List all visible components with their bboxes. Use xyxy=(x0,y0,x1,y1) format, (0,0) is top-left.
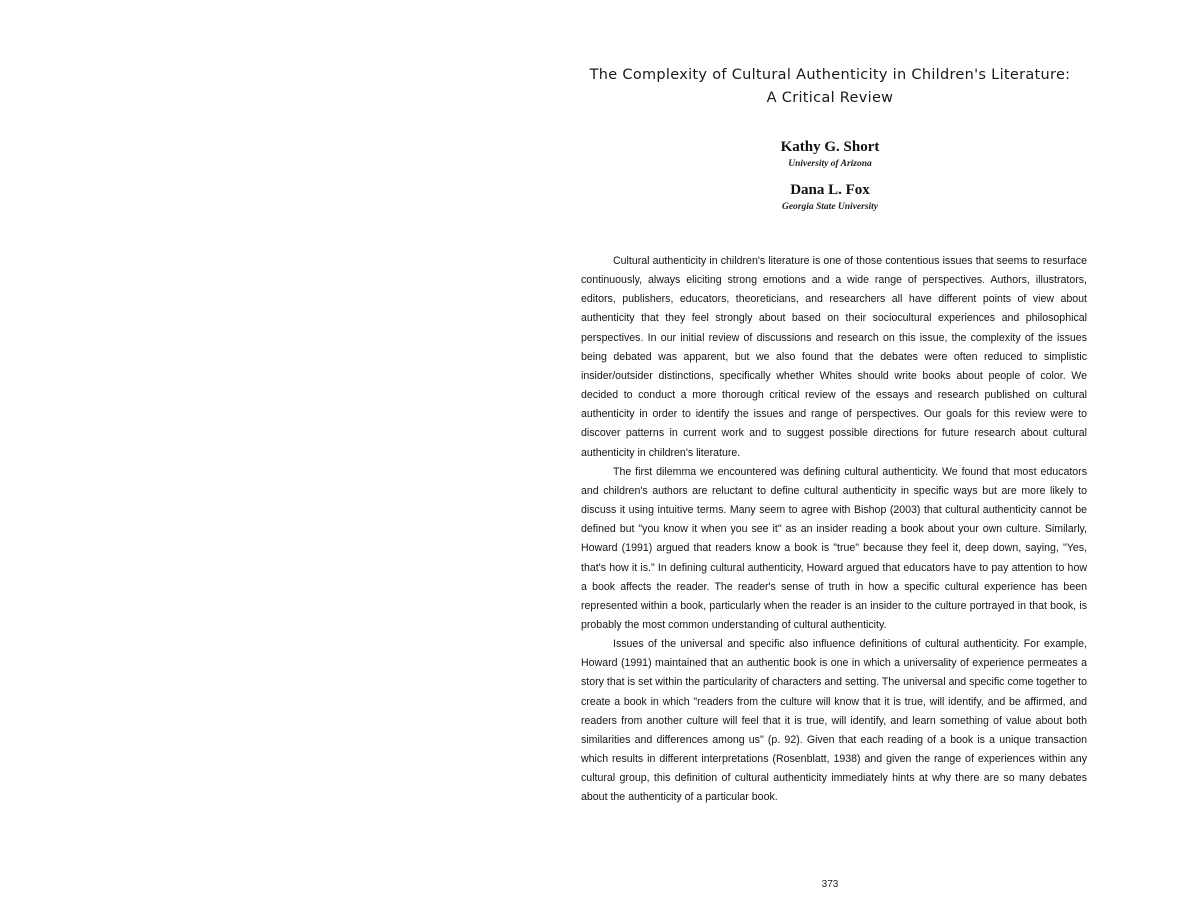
article-title xyxy=(570,64,1090,110)
author-name: Kathy G. Short xyxy=(780,139,880,155)
body-paragraph: Cultural authenticity in children's literature is one of those contentious issues that seems to resurface continuously, always eliciting strong emotions and a wide range of perspectives. Authors, illustrators, editors, publishers, educators, theoreticians, and researchers all have different points of view about authenticity that they feel strongly about based on their sociocultural experiences and philosophical perspectives. In our initial review of discussions and research on this issue, the complexity of the issues being debated was apparent, but we also found that the debates were often reduced to simplistic insider/outsider distinctions, specifically whether Whites should write books about people of color. We decided to conduct a more thorough critical review of the essays and research published on cultural authenticity in order to identify the issues and range of perspectives. Our goals for this review were to discover patterns in current work and to suggest possible directions for future research about cultural authenticity in children's literature. xyxy=(581,255,1087,459)
article-body xyxy=(581,252,1087,808)
page-number: 373 xyxy=(821,879,839,890)
author-block-1 xyxy=(570,138,1090,170)
body-paragraph: Issues of the universal and specific also influence definitions of cultural authenticity. For example, Howard (1991) maintained that an authentic book is one in which a universality of experience permeates a story that is set within the particularity of characters and setting. The universal and specific come together to create a book in which "readers from the culture will know that it is true, will identify, and be affirmed, and readers from another culture will feel that it is true, will identify, and learn something of value about both similarities and differences among us" (p. 92). Given that each reading of a book is a unique transaction which results in different interpretations (Rosenblatt, 1938) and given the range of experiences within any cultural group, this definition of cultural authenticity immediately hints at why there are so many debates about the authenticity of a particular book. xyxy=(581,638,1087,804)
article-title-line-2: A Critical Review xyxy=(766,90,894,106)
body-paragraph: The first dilemma we encountered was defining cultural authenticity. We found that most educators and children's authors are reluctant to define cultural authenticity in specific ways but are more likely to discuss it using intuitive terms. Many seem to agree with Bishop (2003) that cultural authenticity cannot be defined but "you know it when you see it" as an insider reading a book about your own culture. Similarly, Howard (1991) argued that readers know a book is "true" because they feel it, deep down, saying, "Yes, that's how it is." In defining cultural authenticity, Howard argued that educators have to pay attention to how a book affects the reader. The reader's sense of truth in how a specific cultural experience has been represented within a book, particularly when the reader is an insider to the culture portrayed in that book, is probably the most common understanding of cultural authenticity. xyxy=(581,465,1087,631)
article-title-line-1: The Complexity of Cultural Authenticity in Children's Literature: xyxy=(589,67,1071,83)
author-affiliation: Georgia State University xyxy=(781,202,879,212)
author-name: Dana L. Fox xyxy=(790,182,870,198)
author-block-2 xyxy=(570,181,1090,213)
document-page xyxy=(570,0,1090,924)
author-affiliation: University of Arizona xyxy=(788,159,872,169)
